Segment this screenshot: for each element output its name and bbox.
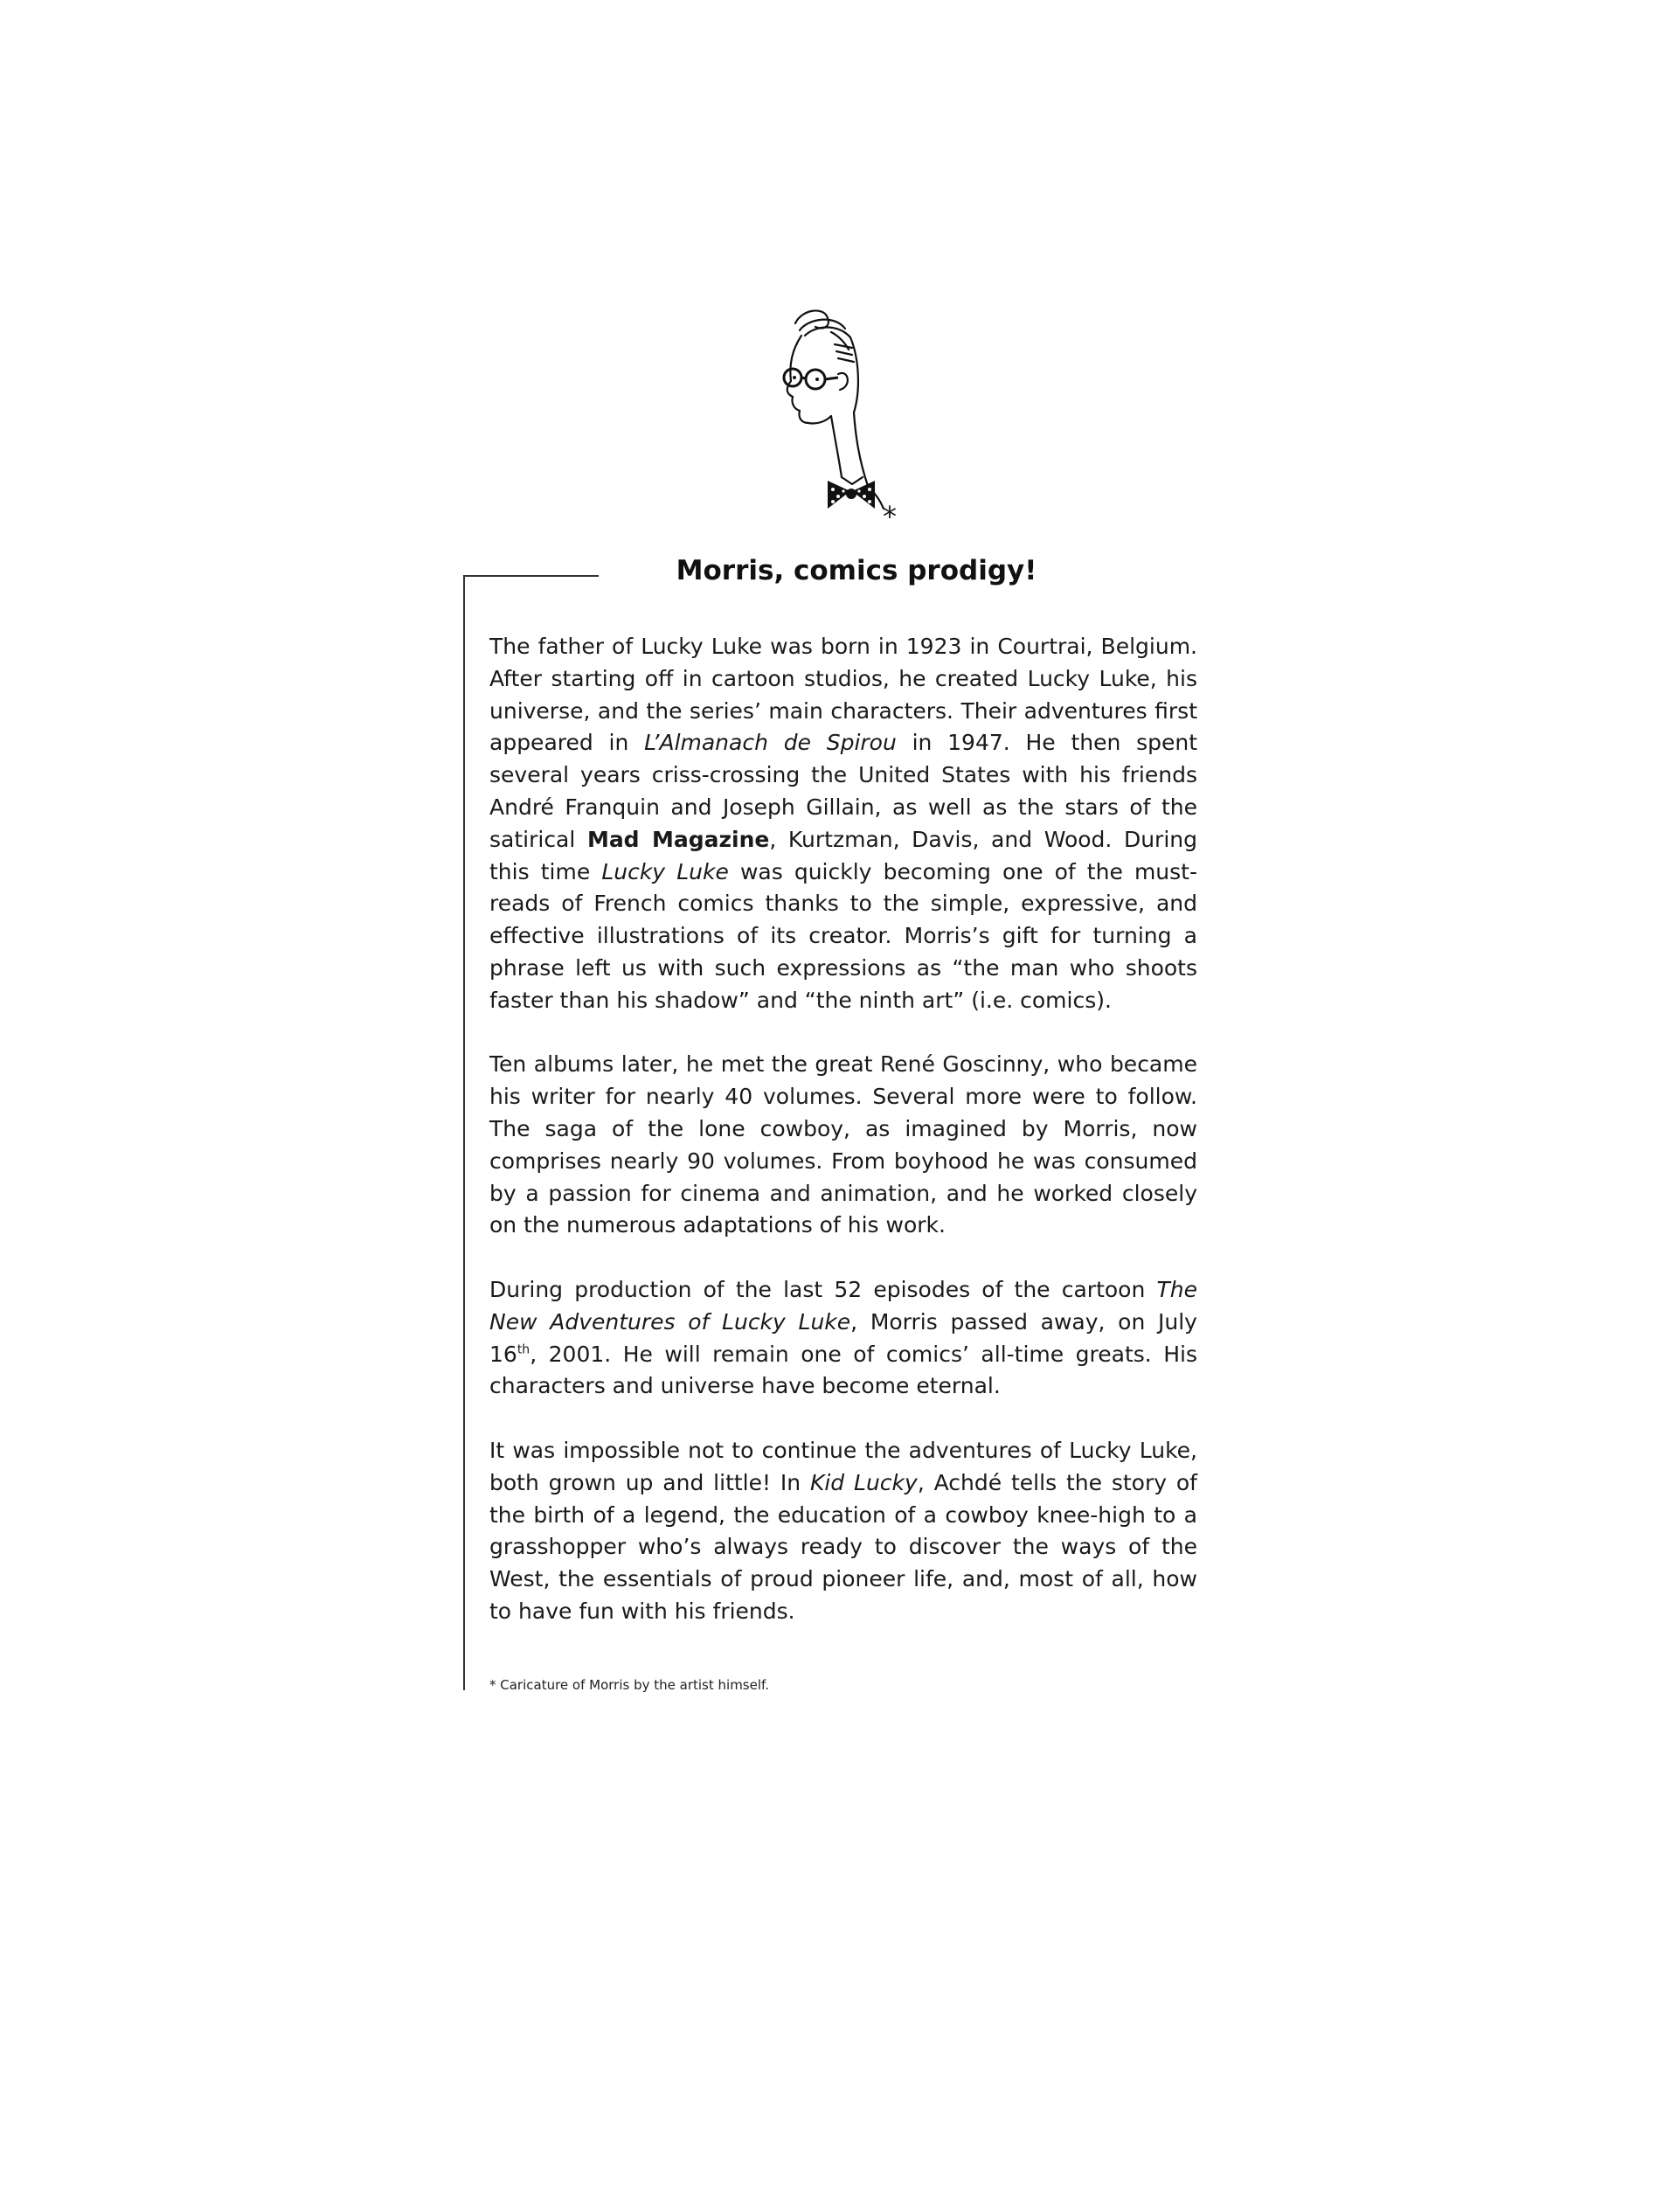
caricature-asterisk: * <box>883 500 897 533</box>
magazine-name: Mad Magazine <box>586 826 770 852</box>
paragraph-text: The father of Lucky Luke was born in 1923 in Courtrai, Belgium. After starting off in cartoon studios, he created Lucky Luke, his universe, and the series’ main characters. Their adventures first appeared in <box>489 634 1197 756</box>
paragraph-text: During production of the last 52 episodes of the cartoon <box>489 1276 1157 1302</box>
paragraph-text: in 1947. He then spent several years criss-crossing the United States with his friends André Franquin and Joseph Gillain, as well as the stars of the satirical <box>489 730 1198 852</box>
ordinal-suffix: th <box>517 1342 530 1357</box>
footnote: * Caricature of Morris by the artist himself. <box>489 1677 769 1693</box>
page-title: Morris, comics prodigy! <box>676 555 1037 586</box>
paragraph-3 <box>489 1274 1197 1403</box>
italic-title: Kid Lucky <box>809 1469 918 1495</box>
paragraph-text: , Morris passed away, on July 16 <box>489 1308 1197 1367</box>
italic-title: The New Adventures of Lucky Luke <box>489 1276 1197 1335</box>
article-body <box>489 631 1197 1628</box>
paragraph-text: , Achdé tells the story of the birth of a legend, the education of a cowboy knee-high to a grasshopper who’s always ready to discover the ways of the West, the essentials of proud pioneer life, and, most of all, how to have fun with his friends. <box>489 1469 1197 1624</box>
paragraph-text: , 2001. He will remain one of comics’ all-time greats. His characters and universe have become eternal. <box>489 1341 1197 1399</box>
frame-top-rule <box>463 575 599 577</box>
italic-title: L’Almanach de Spirou <box>644 730 897 756</box>
morris-caricature-illustration <box>747 306 905 542</box>
paragraph-text: was quickly becoming one of the must-reads of French comics thanks to the simple, expressive, and effective illustrations of its creator. Morris’s gift for turning a phrase left us with such expressions as “the man who shoots faster than his shadow” and “the ninth art” (i.e. comics). <box>489 858 1197 1013</box>
paragraph-text: , Kurtzman, Davis, and Wood. During this time <box>489 826 1197 884</box>
paragraph-4 <box>489 1435 1197 1628</box>
paragraph-2: Ten albums later, he met the great René Goscinny, who became his writer for nearly 40 volumes. Several more were to follow. The saga of the lone cowboy, as imagined by Morris, now comprises nearly 90 volumes. From boyhood he was consumed by a passion for cinema and animation, and he worked closely on the numerous adaptations of his work. <box>489 1051 1197 1238</box>
frame-left-rule <box>463 575 465 1690</box>
paragraph-text: It was impossible not to continue the adventures of Lucky Luke, both grown up and little! In <box>489 1437 1197 1495</box>
paragraph-1 <box>489 631 1197 1017</box>
italic-title: Lucky Luke <box>601 858 729 884</box>
